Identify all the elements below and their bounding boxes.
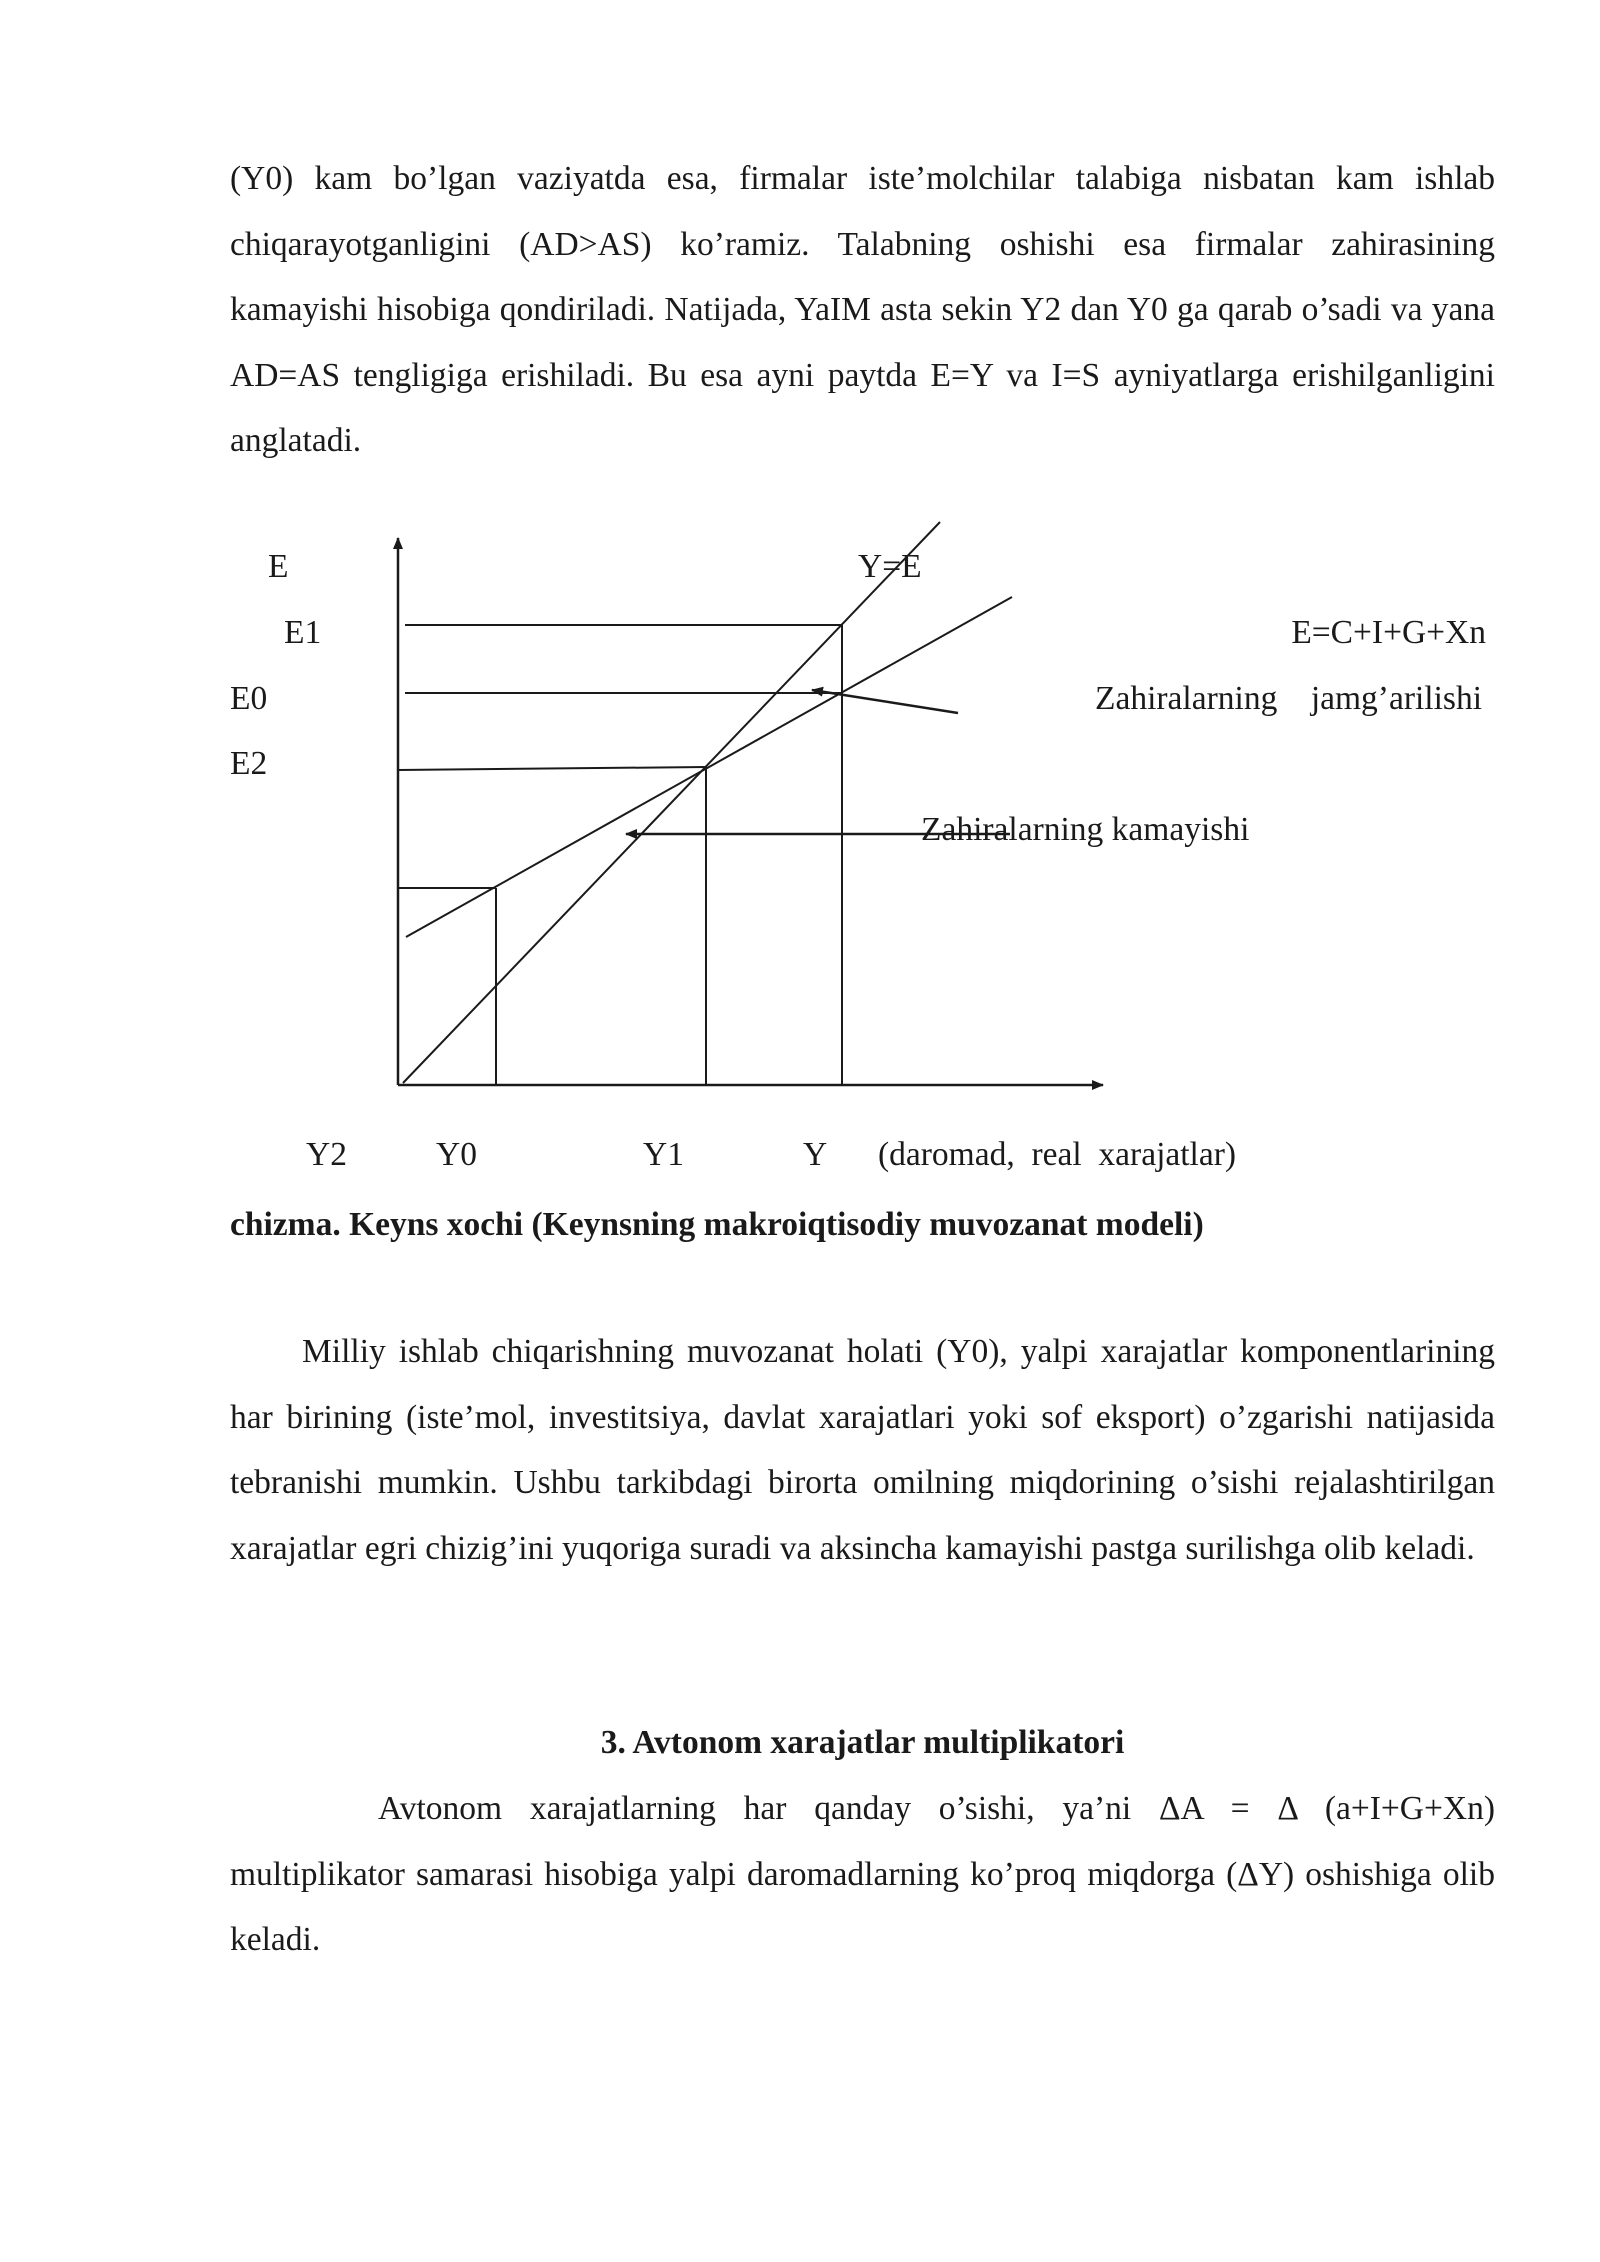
body-paragraph: Milliy ishlab chiqarishning muvozanat holati (Y0), yalpi xarajatlar komponentlarining har birining (iste’mol, investitsiya, davlat xarajatlari yoki sof eksport) o’zgarishi natijasida tebranishi mumkin. Ushbu tarkibdagi birorta omilning miqdorining o’sishi rejalashtirilgan xarajatlar egri chizig’ini yuqoriga suradi va aksincha kamayishi pastga surilishga olib keladi. [230,1333,1495,1567]
line-45-degree [403,522,940,1083]
e2-label: E2 [230,745,268,782]
expenditure-label: E=C+I+G+Xn [1291,614,1486,651]
expenditure-line [406,597,1012,937]
x-axis-label: (daromad, real xarajatlar) [878,1136,1237,1173]
y-axis-label: E [268,548,289,585]
depletion-label: Zahiralarning kamayishi [921,811,1250,848]
x-label-y0: Y0 [436,1136,477,1173]
accumulation-label: Zahiralarning jamg’arilishi [1095,680,1482,717]
x-label-y2: Y2 [306,1136,347,1173]
accumulation-arrow [812,690,958,713]
e2-level-line [398,767,706,770]
e0-label: E0 [230,680,268,717]
section-heading: 3. Avtonom xarajatlar multiplikatori [600,1724,1125,1761]
x-label-y: Y [803,1136,828,1173]
x-label-y1: Y1 [643,1136,684,1173]
intro-paragraph: (Y0) kam bo’lgan vaziyatda esa, firmalar iste’molchilar talabiga nisbatan kam ishlab chiqarayotganligini (AD>AS) ko’ramiz. Talabning oshishi esa firmalar zahirasining kamayishi hisobiga qondiriladi. Natijada, YaIM asta sekin Y2 dan Y0 ga qarab o’sadi va yana AD=AS tengligiga erishiladi. Bu esa ayni paytda E=Y va I=S ayniyatlarga erishilganligini anglatadi. [230,160,1495,459]
e1-label: E1 [284,614,322,651]
figure-caption: chizma. Keyns xochi (Keynsning makroiqtisodiy muvozanat modeli) [230,1206,1204,1243]
line-45-label: Y=E [858,548,922,585]
final-paragraph: Avtonom xarajatlarning har qanday o’sishi, ya’ni ΔA = Δ (a+I+G+Xn) multiplikator samarasi hisobiga yalpi daromadlarning ko’proq miqdorga (ΔY) oshishiga olib keladi. [230,1790,1495,1958]
